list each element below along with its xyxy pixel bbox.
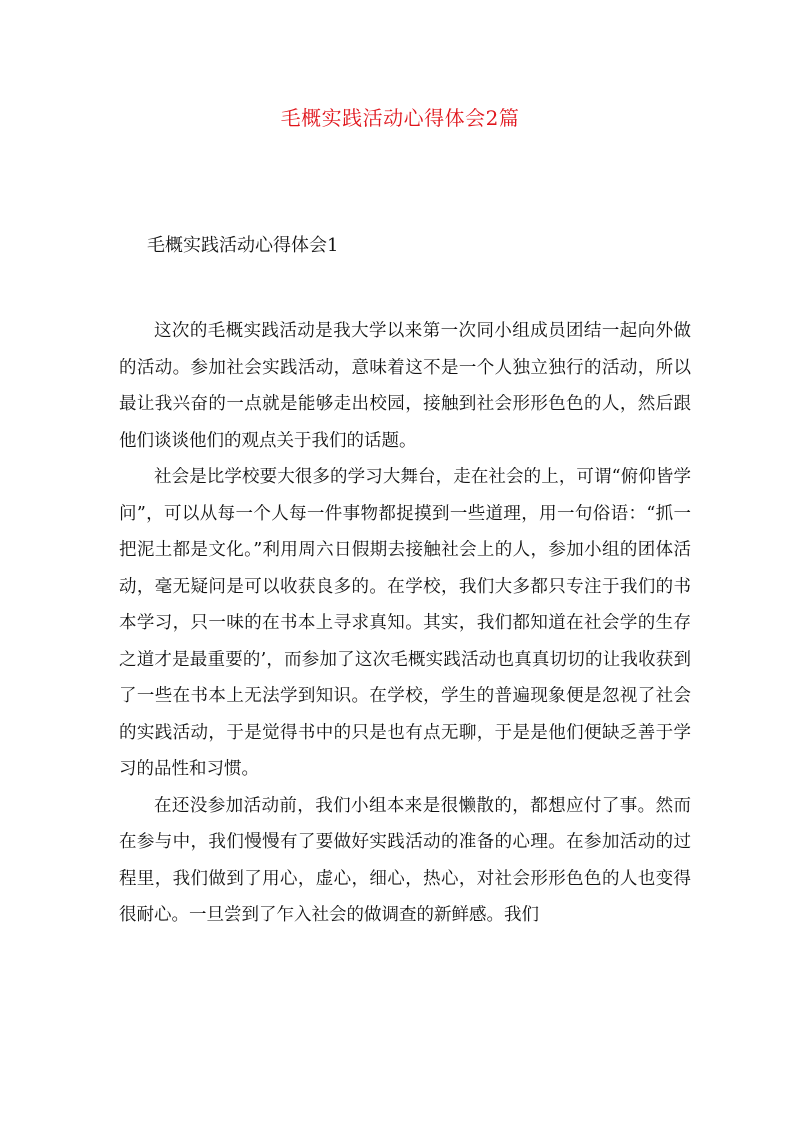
paragraph-2: 社会是比学校要大很多的学习大舞台，走在社会的上，可谓“俯仰皆学问”，可以从每一个人每一件事物都捉摸到一些道理，用一句俗语：“抓一把泥土都是文化。”利用周六日假期去接触社会上的人，参加小组的团体活动，毫无疑问是可以收获良多的。在学校，我们大多都只专注于我们的书本学习，只一味的在书本上寻求真知。其实，我们都知道在社会学的生存之道才是最重要的’，而参加了这次毛概实践活动也真真切切的让我收获到了一些在书本上无法学到知识。在学校，学生的普遍现象便是忽视了社会的实践活动，于是觉得书中的只是也有点无聊，于是是他们便缺乏善于学习的品性和习惯。 xyxy=(119,467,691,779)
paragraph-3: 在还没参加活动前，我们小组本来是很懒散的，都想应付了事。然而在参与中，我们慢慢有了要做好实践活动的准备的心理。在参加活动的过程里，我们做到了用心，虚心，细心，热心，对社会形形色色的人也变得很耐心。一旦尝到了乍入社会的做调查的新鲜感。我们 xyxy=(119,795,691,925)
section-heading: 毛概实践活动心得体会1 xyxy=(147,235,339,256)
document-title: 毛概实践活动心得体会2篇 xyxy=(280,106,520,130)
paragraph-1: 这次的毛概实践活动是我大学以来第一次同小组成员团结一起向外做的活动。参加社会实践活动，意味着这不是一个人独立独行的活动，所以最让我兴奋的一点就是能够走出校园，接触到社会形形色色的人，然后跟他们谈谈他们的观点关于我们的话题。 xyxy=(119,321,691,451)
document-body xyxy=(119,313,691,934)
